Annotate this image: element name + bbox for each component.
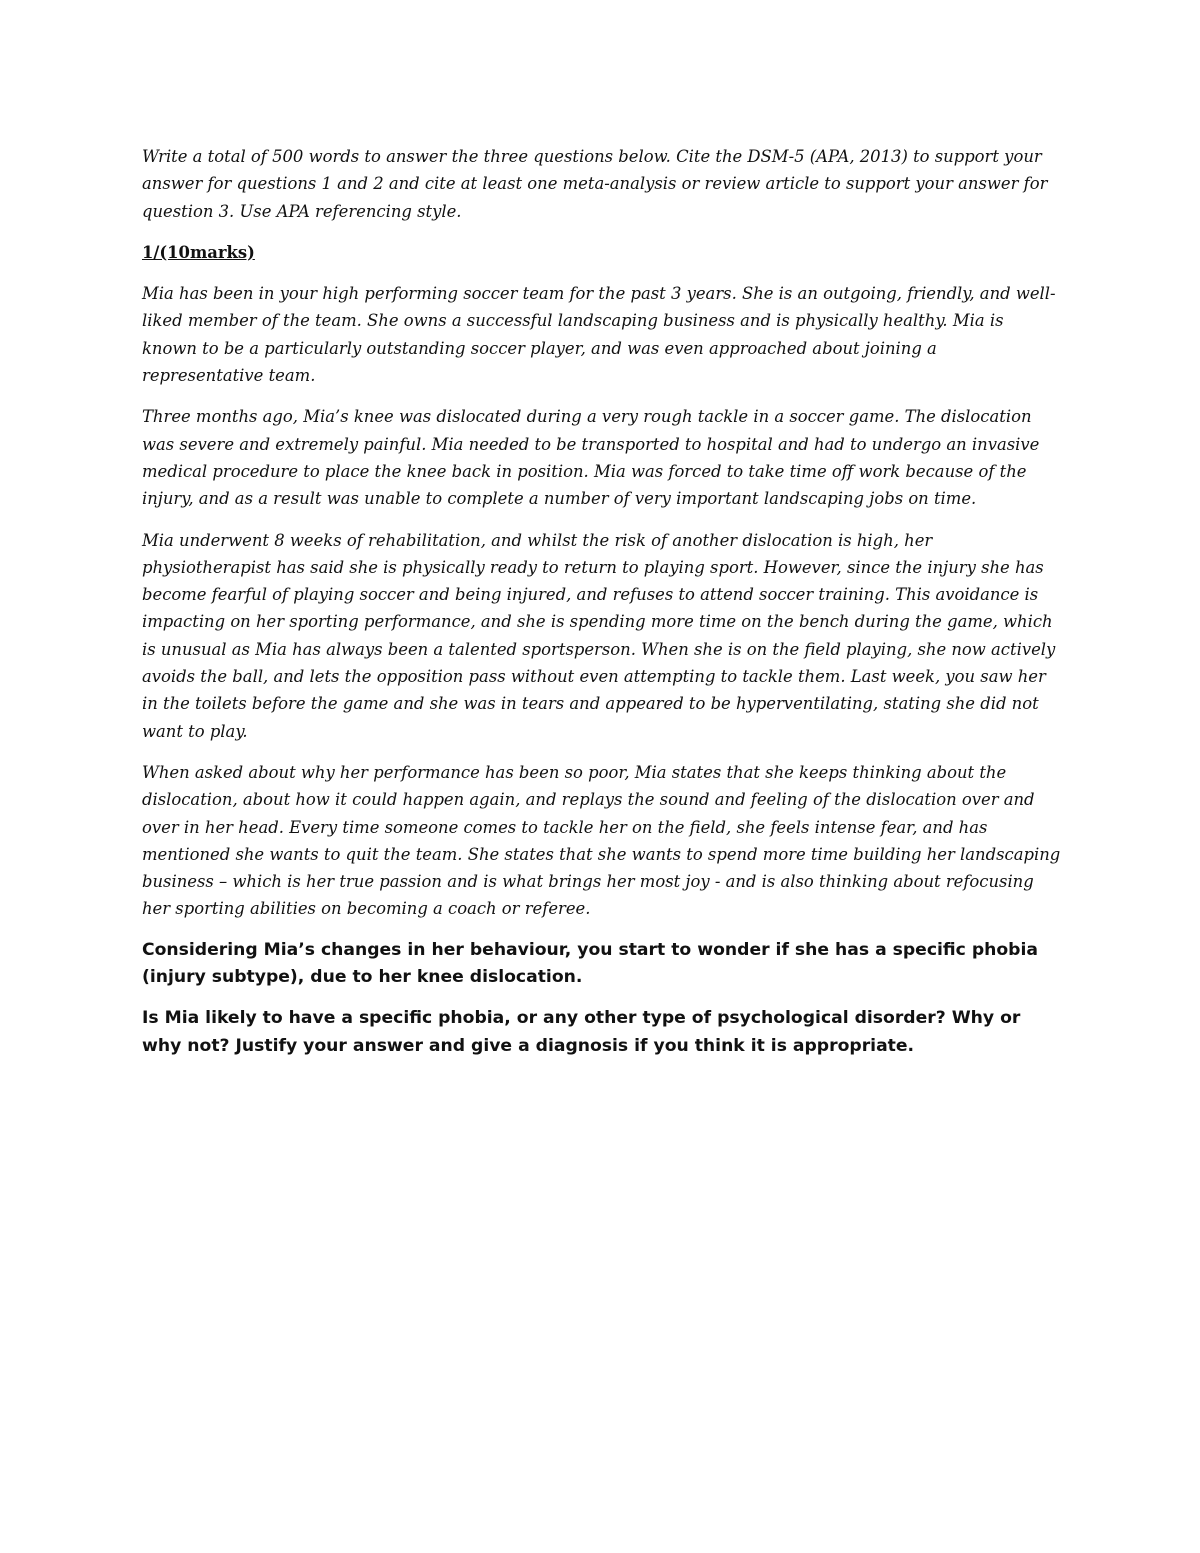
- question-heading: 1/(10marks): [142, 242, 255, 262]
- case-paragraph-3: Mia underwent 8 weeks of rehabilitation, and whilst the risk of another dislocation is high, her physiotherapist has said she is physically ready to return to playing sport. However, since the injury she has become fearful of playing soccer and being injured, and refuses to attend soccer training. This avoidance is impacting on her sporting performance, and she is spending more time on the bench during the game, which is unusual as Mia has always been a talented sportsperson. When she is on the field playing, she now actively avoids the ball, and lets the opposition pass without even attempting to tackle them. Last week, you saw her in the toilets before the game and she was in tears and appeared to be hyperventilating, stating she did not want to play.: [142, 530, 1056, 741]
- bold-statement-1: Considering Mia’s changes in her behaviour, you start to wonder if she has a specific phobia (injury subtype), due to her knee dislocation.: [142, 939, 1038, 988]
- case-paragraph-1: Mia has been in your high performing soccer team for the past 3 years. She is an outgoing, friendly, and well-liked member of the team. She owns a successful landscaping business and is physically healthy. Mia is known to be a particularly outstanding soccer player, and was even approached about joining a representative team.: [142, 284, 1056, 386]
- case-paragraph-4: When asked about why her performance has been so poor, Mia states that she keeps thinking about the dislocation, about how it could happen again, and replays the sound and feeling of the dislocation over and over in her head. Every time someone comes to tackle her on the field, she feels intense fear, and has mentioned she wants to quit the team. She states that she wants to spend more time building her landscaping business – which is her true passion and is what brings her most joy - and is also thinking about refocusing her sporting abilities on becoming a coach or referee.: [142, 762, 1061, 919]
- instructions-paragraph: Write a total of 500 words to answer the three questions below. Cite the DSM-5 (APA, 2013) to support your answer for questions 1 and 2 and cite at least one meta-analysis or review article to support your answer for question 3. Use APA referencing style.: [142, 147, 1048, 221]
- bold-statement-2: Is Mia likely to have a specific phobia, or any other type of psychological disorder? Why or why not? Justify your answer and give a diagnosis if you think it is appropriate.: [142, 1008, 1021, 1056]
- case-paragraph-2: Three months ago, Mia’s knee was dislocated during a very rough tackle in a soccer game. The dislocation was severe and extremely painful. Mia needed to be transported to hospital and had to undergo an invasive medical procedure to place the knee back in position. Mia was forced to take time off work because of the injury, and as a result was unable to complete a number of very important landscaping jobs on time.: [142, 407, 1040, 509]
- document-body: [142, 143, 1062, 1074]
